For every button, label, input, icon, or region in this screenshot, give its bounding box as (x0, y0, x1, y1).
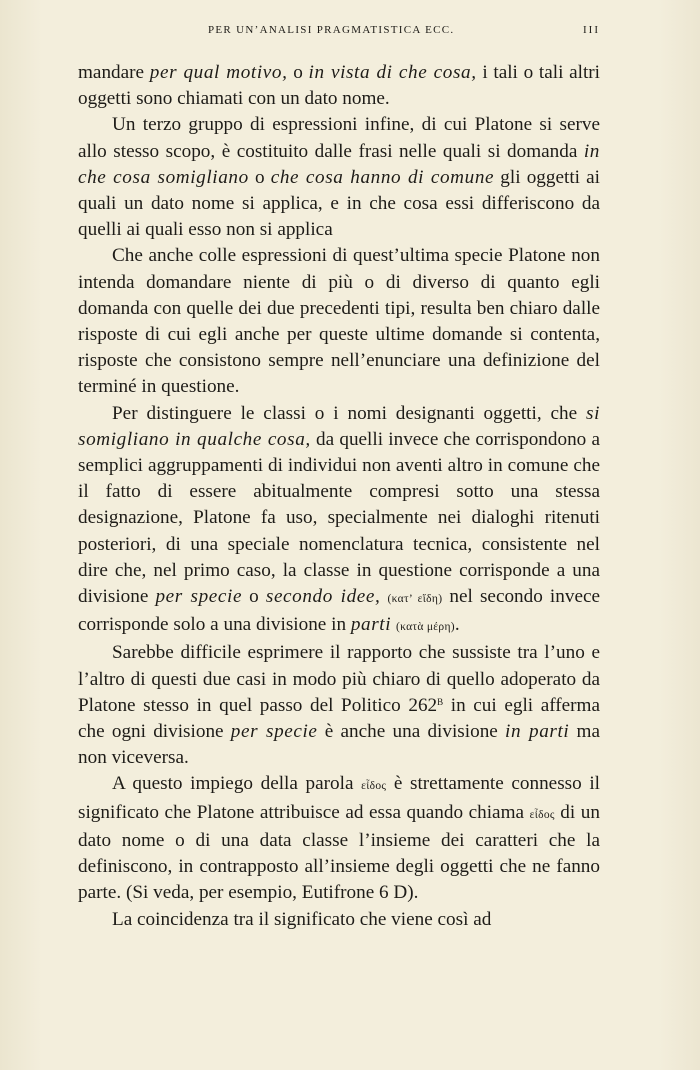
text-run: i tali o tali altri oggetti sono chiamati con un dato nome. (78, 62, 600, 110)
text-run: Un terzo gruppo di espressioni infine, di cui Platone si serve allo stesso scopo, è costituito dalle frasi nelle quali si domanda (78, 114, 600, 162)
body-text (78, 60, 600, 933)
greek-word: εἶδος (361, 780, 387, 793)
greek-phrase: (κατ’ εἴδη) (387, 593, 443, 606)
text-run: o (287, 62, 309, 83)
text-run: Per distinguere le classi o i nomi designanti oggetti, che (112, 402, 586, 424)
paragraph-2 (78, 112, 600, 243)
greek-phrase: (κατὰ μέρη) (395, 621, 455, 634)
italic-term: in parti (505, 721, 570, 743)
text-run: è strettamente connesso il significato che Platone attribuisce ad essa quando chiama (78, 773, 600, 823)
text-run: è anche una divisione (317, 721, 506, 743)
italic-term: in vista di che cosa, (308, 62, 477, 83)
italic-term: per specie (230, 721, 318, 743)
italic-term: che cosa hanno di comune (270, 166, 495, 188)
italic-term: parti (350, 614, 392, 636)
text-run: Che anche colle espressioni di quest’ultima specie Platone non intenda domandare niente di più o di diverso di quanto egli domanda con quelle dei due precedenti tipi, resulta ben chiaro dalle risposte di cui egli anche per queste ultime domande si contenta, risposte che consistono sempre nell’enunciare una definizione del terminé in questione. (78, 245, 600, 398)
page-number: III (583, 24, 600, 36)
text-run: gli oggetti ai quali un dato nome si applica, e in che cosa essi differiscono da quelli ai quali esso non si applica (78, 166, 601, 241)
text-run: da quelli invece che corrispondono a semplici aggruppamenti di individui non aventi altro in comune che il fatto di essere abitualmente compresi sotto una stessa designazione, Platone fa uso, specialmente nei dialoghi ritenuti posteriori, di una speciale nomenclatura tecnica, consistente nel dire che, nel primo caso, la classe in questione corrisponde a una divisione (78, 428, 600, 608)
italic-term: in che cosa somigliano (78, 140, 600, 188)
text-run: o (242, 586, 266, 608)
italic-term: per qual motivo, (149, 62, 288, 83)
text-run: ma non viceversa. (78, 721, 601, 769)
running-title: PER UN’ANALISI PRAGMATISTICA ECC. (208, 24, 455, 36)
text-run: nel secondo invece corrisponde solo a una divisione in (78, 586, 601, 636)
text-run: o (248, 166, 271, 188)
text-run: Sarebbe difficile esprimere il rapporto che sussiste tra l’uno e l’altro di questi due casi in modo più chiaro di quello adoperato da Platone stesso in quel passo del Politico 262 (78, 642, 600, 716)
text-run: . (454, 614, 460, 636)
text-run: di un dato nome o di una data classe l’insieme dei caratteri che la definiscono, in contrapposto all’insieme degli oggetti che ne fanno parte. (Si veda, per esempio, Eutifrone 6 D). (78, 801, 600, 904)
italic-term: secondo idee, (265, 586, 381, 608)
text-run: mandare (78, 62, 150, 83)
paragraph-5 (78, 640, 600, 771)
paragraph-4 (78, 401, 600, 641)
text-run: A questo impiego della parola (112, 773, 362, 795)
text-run: in cui egli afferma che ogni divisione (78, 694, 600, 743)
paragraph-3 (78, 243, 600, 400)
superscript-marker: B (437, 696, 444, 707)
paragraph-6 (78, 771, 600, 906)
italic-term: si somigliano in qualche cosa, (78, 402, 600, 450)
greek-word: εἶδος (529, 808, 555, 821)
page-header (80, 24, 600, 44)
paragraph-7 (78, 907, 600, 933)
italic-term: per specie (155, 586, 243, 608)
paragraph-1 (78, 60, 600, 112)
text-run: La coincidenza tra il significato che viene così ad (112, 908, 492, 930)
